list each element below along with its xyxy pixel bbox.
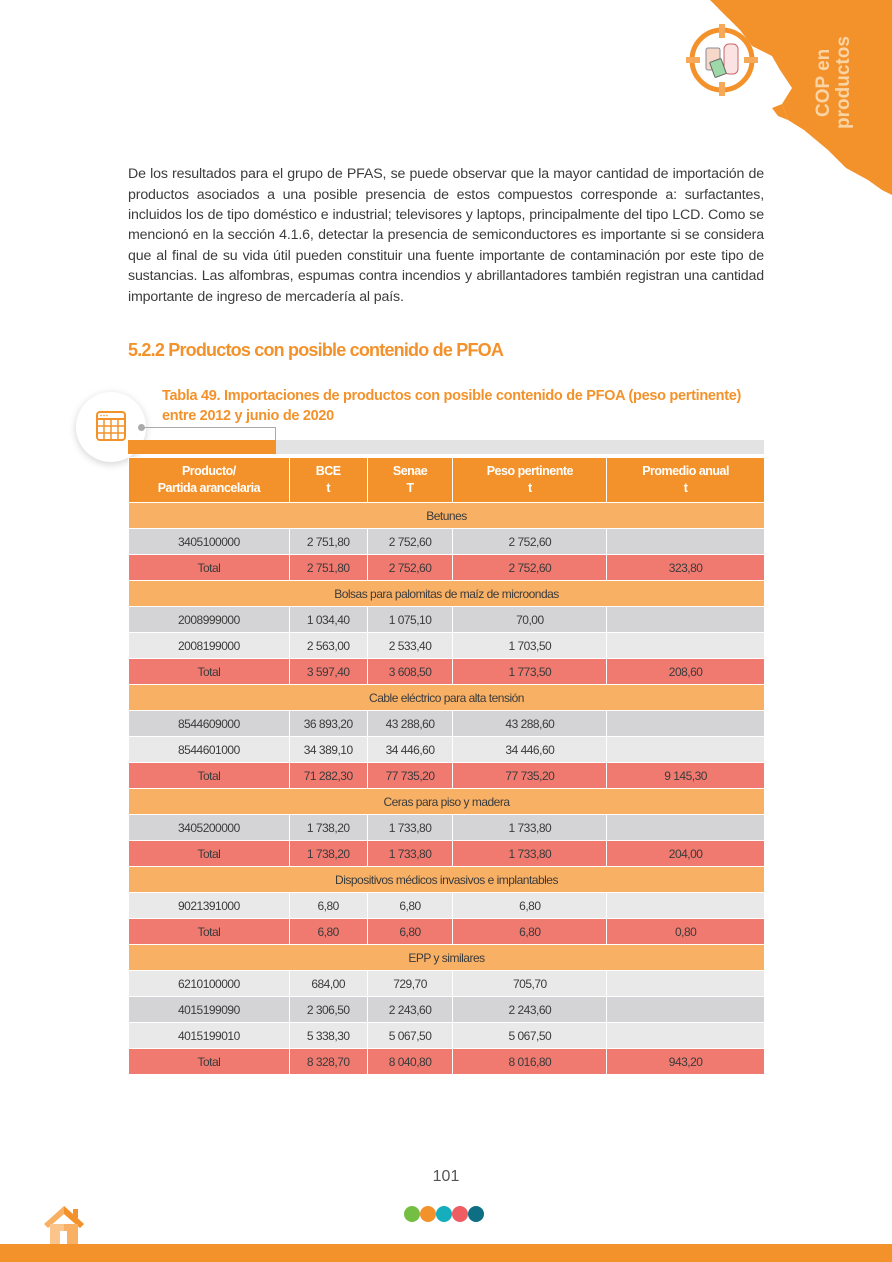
category-row bbox=[129, 503, 765, 529]
category-row bbox=[129, 581, 765, 607]
table-cell: 1 703,50 bbox=[453, 633, 607, 659]
table-cell: 43 288,60 bbox=[453, 711, 607, 737]
table-row bbox=[129, 971, 765, 997]
total-cell: 2 751,80 bbox=[289, 555, 367, 581]
table-cell: 9021391000 bbox=[129, 893, 290, 919]
table-row bbox=[129, 1023, 765, 1049]
table-cell: 34 446,60 bbox=[367, 737, 453, 763]
total-row bbox=[129, 659, 765, 685]
caption-connector bbox=[141, 427, 276, 440]
total-row bbox=[129, 763, 765, 789]
total-cell: 0,80 bbox=[607, 919, 765, 945]
category-label: Cable eléctrico para alta tensión bbox=[129, 685, 765, 711]
table-cell: 4015199090 bbox=[129, 997, 290, 1023]
table-icon bbox=[95, 410, 127, 442]
total-cell: 1 733,80 bbox=[367, 841, 453, 867]
target-products-icon bbox=[686, 24, 758, 96]
table-cell: 684,00 bbox=[289, 971, 367, 997]
table-cell: 3405100000 bbox=[129, 529, 290, 555]
total-cell: 6,80 bbox=[289, 919, 367, 945]
total-row bbox=[129, 841, 765, 867]
table-cell: 2008999000 bbox=[129, 607, 290, 633]
total-cell: 323,80 bbox=[607, 555, 765, 581]
header-peso-pertinente: Peso pertinente t bbox=[453, 458, 607, 503]
header-producto: Producto/ Partida arancelaria bbox=[129, 458, 290, 503]
table-cell: 70,00 bbox=[453, 607, 607, 633]
category-row bbox=[129, 867, 765, 893]
total-cell: 6,80 bbox=[453, 919, 607, 945]
header-senae: Senae T bbox=[367, 458, 453, 503]
table-cell: 1 075,10 bbox=[367, 607, 453, 633]
table-cell bbox=[607, 737, 765, 763]
table-cell: 36 893,20 bbox=[289, 711, 367, 737]
connector-dot bbox=[138, 424, 145, 431]
category-label: Dispositivos médicos invasivos e implantables bbox=[129, 867, 765, 893]
table-cell: 2 751,80 bbox=[289, 529, 367, 555]
table-cell bbox=[607, 997, 765, 1023]
table-cell bbox=[607, 815, 765, 841]
table-cell: 6,80 bbox=[367, 893, 453, 919]
category-row bbox=[129, 945, 765, 971]
header-bce: BCE t bbox=[289, 458, 367, 503]
total-cell: 3 608,50 bbox=[367, 659, 453, 685]
table-row bbox=[129, 633, 765, 659]
total-cell: Total bbox=[129, 919, 290, 945]
category-label: Betunes bbox=[129, 503, 765, 529]
table-cell: 43 288,60 bbox=[367, 711, 453, 737]
table-cell: 34 389,10 bbox=[289, 737, 367, 763]
category-label: Bolsas para palomitas de maíz de microondas bbox=[129, 581, 765, 607]
table-row bbox=[129, 737, 765, 763]
table-cell: 8544601000 bbox=[129, 737, 290, 763]
total-cell: 1 733,80 bbox=[453, 841, 607, 867]
table-row bbox=[129, 997, 765, 1023]
total-cell: 8 040,80 bbox=[367, 1049, 453, 1075]
total-cell: 1 773,50 bbox=[453, 659, 607, 685]
footer-bar bbox=[0, 1244, 892, 1262]
table-cell: 1 733,80 bbox=[367, 815, 453, 841]
table-row bbox=[129, 815, 765, 841]
total-cell: 77 735,20 bbox=[453, 763, 607, 789]
total-row bbox=[129, 919, 765, 945]
home-icon[interactable] bbox=[40, 1204, 86, 1244]
page-number: 101 bbox=[432, 1168, 460, 1185]
total-cell: 9 145,30 bbox=[607, 763, 765, 789]
table-cell: 3405200000 bbox=[129, 815, 290, 841]
table-header-row bbox=[129, 458, 765, 503]
table-cell: 8544609000 bbox=[129, 711, 290, 737]
total-cell: Total bbox=[129, 555, 290, 581]
total-cell: 8 328,70 bbox=[289, 1049, 367, 1075]
table-cell: 6,80 bbox=[453, 893, 607, 919]
table-cell: 2 752,60 bbox=[367, 529, 453, 555]
table-cell: 1 034,40 bbox=[289, 607, 367, 633]
color-dot bbox=[452, 1206, 468, 1222]
table-cell: 4015199010 bbox=[129, 1023, 290, 1049]
table-cell bbox=[607, 711, 765, 737]
total-cell: 6,80 bbox=[367, 919, 453, 945]
pfoa-imports-table bbox=[128, 457, 765, 1075]
total-cell: 208,60 bbox=[607, 659, 765, 685]
header-promedio-anual: Promedio anual t bbox=[607, 458, 765, 503]
intro-paragraph: De los resultados para el grupo de PFAS, se puede observar que la mayor cantidad de importación de productos asociados a una posible presencia de estos compuestos corresponde a: surfactantes, incluidos los de tipo doméstico e industrial; televisores y laptops, principalmente del tipo LCD. Como se mencionó en la sección 4.1.6, detectar la presencia de semiconductores es importante si se considera que al final de su vida útil pueden constituir una fuente importante de contaminación por este tipo de sustancias. Las alfombras, espumas contra incendios y abrillantadores también registran una cantidad importante de ingreso de mercadería al país. bbox=[128, 166, 764, 305]
total-cell: Total bbox=[129, 659, 290, 685]
table-row bbox=[129, 893, 765, 919]
table-cell: 1 733,80 bbox=[453, 815, 607, 841]
table-cell: 2008199000 bbox=[129, 633, 290, 659]
table-cell: 705,70 bbox=[453, 971, 607, 997]
table-caption: Tabla 49. Importaciones de productos con posible contenido de PFOA (peso pertinente) entre 2012 y junio de 2020 bbox=[162, 388, 742, 424]
category-label: Ceras para piso y madera bbox=[129, 789, 765, 815]
total-cell: 2 752,60 bbox=[453, 555, 607, 581]
table-cell bbox=[607, 607, 765, 633]
total-cell: Total bbox=[129, 763, 290, 789]
total-cell: Total bbox=[129, 841, 290, 867]
table-cell: 729,70 bbox=[367, 971, 453, 997]
section-tab-title: COP en productos bbox=[813, 36, 854, 130]
table-cell: 2 752,60 bbox=[453, 529, 607, 555]
total-cell: 1 738,20 bbox=[289, 841, 367, 867]
table-top-bar-accent bbox=[128, 440, 276, 454]
table-cell: 5 067,50 bbox=[453, 1023, 607, 1049]
table-cell bbox=[607, 633, 765, 659]
table-cell: 5 067,50 bbox=[367, 1023, 453, 1049]
section-heading: 5.2.2 Productos con posible contenido de PFOA bbox=[128, 340, 504, 360]
total-cell: 77 735,20 bbox=[367, 763, 453, 789]
total-cell: 204,00 bbox=[607, 841, 765, 867]
table-cell: 2 306,50 bbox=[289, 997, 367, 1023]
color-dot bbox=[436, 1206, 452, 1222]
table-cell: 6,80 bbox=[289, 893, 367, 919]
total-cell: 71 282,30 bbox=[289, 763, 367, 789]
table-cell: 1 738,20 bbox=[289, 815, 367, 841]
total-row bbox=[129, 555, 765, 581]
color-dot bbox=[468, 1206, 484, 1222]
table-row bbox=[129, 529, 765, 555]
total-cell: 2 752,60 bbox=[367, 555, 453, 581]
color-dot bbox=[404, 1206, 420, 1222]
table-cell: 2 243,60 bbox=[367, 997, 453, 1023]
total-cell: 3 597,40 bbox=[289, 659, 367, 685]
table-row bbox=[129, 607, 765, 633]
table-cell: 2 563,00 bbox=[289, 633, 367, 659]
table-row bbox=[129, 711, 765, 737]
table-cell bbox=[607, 971, 765, 997]
category-row bbox=[129, 685, 765, 711]
total-cell: 8 016,80 bbox=[453, 1049, 607, 1075]
total-row bbox=[129, 1049, 765, 1075]
table-cell: 5 338,30 bbox=[289, 1023, 367, 1049]
table-cell bbox=[607, 1023, 765, 1049]
table-cell: 34 446,60 bbox=[453, 737, 607, 763]
total-cell: Total bbox=[129, 1049, 290, 1075]
table-cell: 2 243,60 bbox=[453, 997, 607, 1023]
table-cell: 2 533,40 bbox=[367, 633, 453, 659]
table-cell bbox=[607, 529, 765, 555]
table-cell: 6210100000 bbox=[129, 971, 290, 997]
category-row bbox=[129, 789, 765, 815]
category-label: EPP y similares bbox=[129, 945, 765, 971]
total-cell: 943,20 bbox=[607, 1049, 765, 1075]
table-cell bbox=[607, 893, 765, 919]
color-dot bbox=[420, 1206, 436, 1222]
